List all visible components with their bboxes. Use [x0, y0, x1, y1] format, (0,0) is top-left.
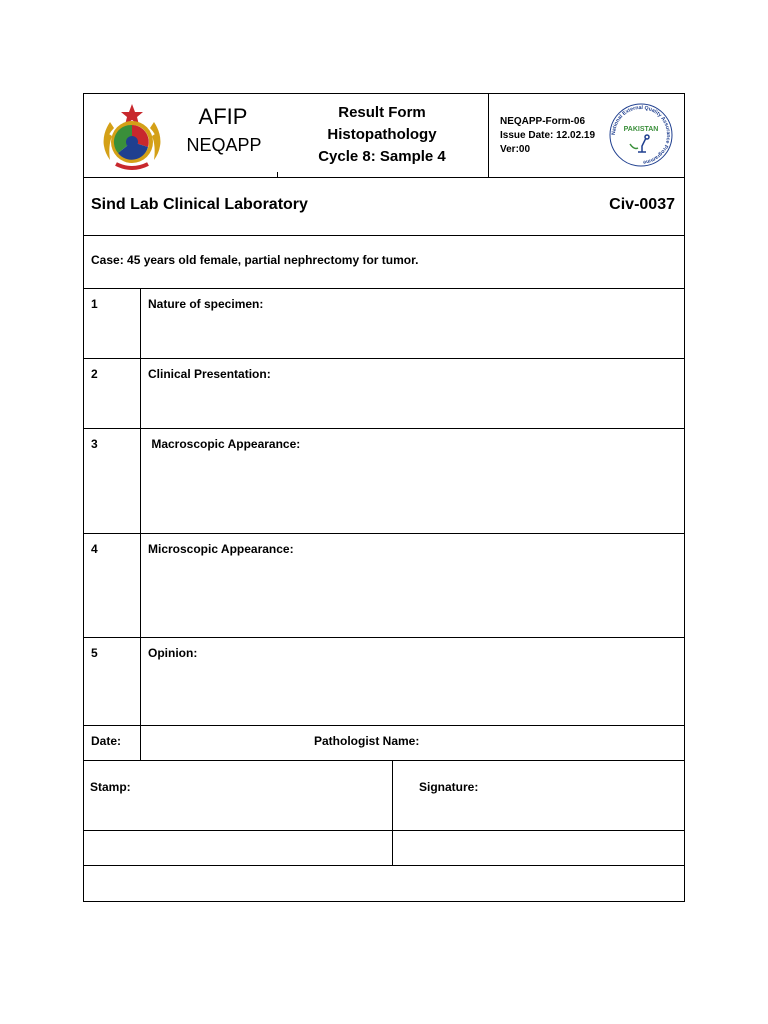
lab-name: Sind Lab Clinical Laboratory [91, 196, 308, 213]
case-row [84, 236, 684, 289]
question-number: 4 [91, 542, 98, 556]
title-line: Result Form [338, 104, 426, 121]
question-number: 5 [91, 646, 98, 660]
form-title [302, 102, 462, 168]
issue-date: Issue Date: 12.02.19 [500, 130, 596, 141]
afip-emblem-logo [98, 102, 166, 172]
form-meta [500, 115, 595, 157]
question-label: Macroscopic Appearance: [148, 437, 301, 451]
question-row-4 [84, 534, 684, 638]
question-label: Nature of specimen: [148, 297, 264, 311]
version: Ver:00 [500, 144, 531, 155]
logo-ring-text: National External Quality Assurance Programme [610, 104, 672, 165]
neqap-pakistan-logo [608, 102, 674, 168]
lab-row [84, 178, 684, 236]
org-name: AFIP [198, 104, 248, 129]
blank-row [84, 831, 684, 866]
logo-country-text: PAKISTAN [623, 126, 659, 133]
question-number: 3 [91, 437, 98, 451]
form-number: NEQAPP-Form-06 [500, 116, 586, 127]
result-form [83, 93, 685, 902]
stamp-signature-row [84, 761, 684, 831]
program-name: NEQAPP [186, 135, 262, 155]
date-label: Date: [91, 734, 122, 748]
question-number: 1 [91, 297, 98, 311]
question-label: Microscopic Appearance: [148, 542, 294, 556]
blank-row [84, 866, 684, 903]
case-description: Case: 45 years old female, partial nephrectomy for tumor. [91, 253, 419, 267]
question-row-2 [84, 359, 684, 429]
pathologist-name-label: Pathologist Name: [314, 734, 420, 748]
signature-label: Signature: [419, 780, 479, 794]
form-header [84, 94, 684, 178]
question-label: Clinical Presentation: [148, 367, 271, 381]
question-row-3 [84, 429, 684, 534]
question-row-1 [84, 289, 684, 359]
stamp-label: Stamp: [90, 780, 131, 794]
question-number: 2 [91, 367, 98, 381]
lab-code: Civ-0037 [609, 196, 675, 213]
date-row [84, 726, 684, 761]
title-line: Cycle 8: Sample 4 [318, 148, 446, 165]
question-label: Opinion: [148, 646, 198, 660]
question-row-5 [84, 638, 684, 726]
title-line: Histopathology [327, 126, 437, 143]
divider [488, 94, 489, 178]
